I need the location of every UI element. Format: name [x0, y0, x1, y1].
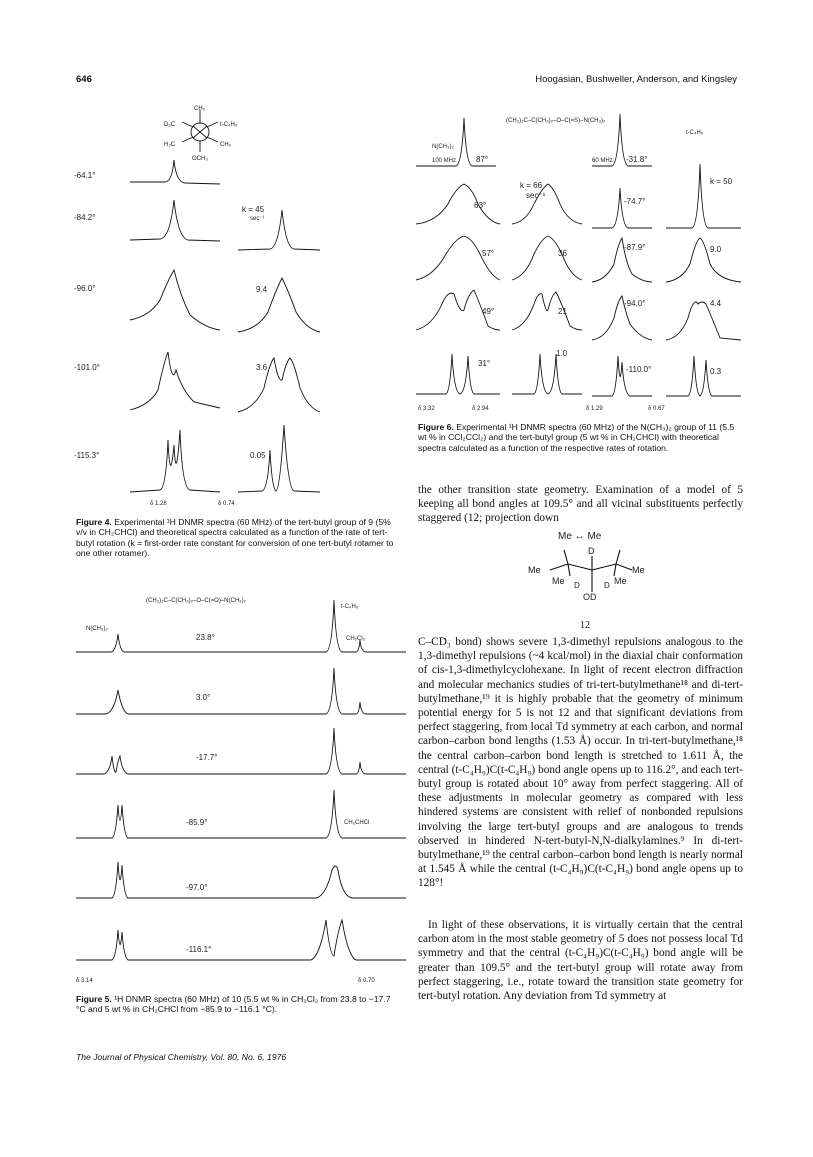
journal-footer: The Journal of Physical Chemistry, Vol. 80, No. 6, 1976	[76, 1052, 287, 1062]
f4-exp-spectrum	[130, 352, 220, 410]
newman-projection	[182, 110, 218, 152]
f4-temp-label: -64.1°	[74, 171, 96, 180]
f4-struct-label: CH₃	[194, 106, 206, 112]
f6-left-rate: 1.0	[556, 349, 568, 358]
f5-axis-mark: δ 3.14	[76, 978, 93, 984]
f6-spectrum	[666, 356, 741, 396]
s12-label: Me	[632, 565, 645, 575]
f6-axis-mark: δ 2.94	[472, 406, 489, 412]
f4-exp-spectrum	[130, 160, 220, 184]
f5-temp-label: 23.8°	[196, 633, 215, 642]
f6-right-rate: 9.0	[710, 245, 722, 254]
f5-temp-label: -97.0°	[186, 883, 208, 892]
f4-temp-label: -115.3°	[74, 451, 100, 460]
f6-left-temp: 31°	[478, 359, 491, 368]
structure-12-number: 12	[580, 620, 590, 631]
figure-4-caption	[76, 517, 401, 559]
figure-6-caption	[418, 422, 743, 453]
figure-5-drawing	[76, 590, 406, 990]
f5-spectrum	[76, 728, 406, 774]
f6-spectrum	[416, 184, 500, 224]
body-paragraph-3	[418, 918, 743, 1003]
s12-label: D	[588, 546, 595, 556]
f5-peak-label: t-C₄H₉	[341, 604, 359, 610]
f6-left-temp: 49°	[482, 307, 495, 316]
structure-12-drawing	[520, 530, 660, 610]
f5-temp-label: -17.7°	[196, 753, 218, 762]
f6-group-label: 100 MHz	[432, 158, 457, 164]
paragraph-text: In light of these observations, it is virtually certain that the central carbon atom in the most stable geometry of 5 does not possess local Td symmetry and that the central (t-C₄H₉)C(t-C₄H₉) bond angle will be greater than 109.5° and the tert-butyl group will rotate away from perfect staggering, i.e., rotate toward the transition state geometry for tert-butyl rotation. Any deviation from Td symmetry at	[418, 919, 743, 1003]
f5-axis-mark: δ 0.70	[358, 978, 375, 984]
s12-label: D	[604, 581, 610, 590]
s12-label: Me	[614, 576, 627, 586]
f4-axis-mark: δ 1.28	[150, 501, 167, 507]
f5-structure: (CH₃)₃C–C(CH₃)₂–O–C(=O)–N(CH₃)₂	[146, 598, 246, 604]
f6-right-rate: 4.4	[710, 299, 722, 308]
f6-right-temp: -74.7°	[624, 197, 646, 206]
f4-exp-spectrum	[130, 270, 220, 330]
f6-left-temp: 63°	[474, 201, 487, 210]
f4-rate-label: 9.4	[256, 285, 268, 294]
f6-left-temp: 87°	[476, 155, 489, 164]
f4-struct-label: D₃C	[164, 122, 176, 128]
s12-label: OD	[583, 592, 597, 602]
s12-label: D	[574, 581, 580, 590]
f6-spectrum	[512, 292, 582, 330]
f6-left-temp: 57°	[482, 249, 495, 258]
f5-peak-label: CH₂CHCl	[344, 820, 370, 826]
f4-struct-label: t-C₄H₉	[220, 122, 238, 128]
f6-left-rate: k = 66	[520, 181, 543, 190]
s12-label: Me	[528, 565, 541, 575]
f4-calc-spectrum	[238, 278, 320, 332]
f6-right-temp: -31.8°	[626, 155, 648, 164]
figure-4-caption-text: Experimental ¹H DNMR spectra (60 MHz) of the tert-butyl group of 9 (5% v/v in CH₂CHCl) and theoretical spectra calculated as a function of the rate of tert-butyl rotation (k = first-order rate constant for conversion of one tert-butyl rotamer to one other rotamer).	[76, 517, 394, 559]
page-number: 646	[76, 74, 92, 85]
figure-4	[74, 100, 320, 510]
f6-spectrum	[512, 184, 582, 224]
figure-6-caption-label: Figure 6.	[418, 422, 454, 432]
f5-spectrum	[76, 920, 406, 960]
figure-6-caption-text: Experimental ¹H DNMR spectra (60 MHz) of the N(CH₃)₂ group of 11 (5.5 wt % in CCl₂CCl₂) and the tert-butyl group (5 wt % in CH₂CHCl) with theoretical spectra calculated as a function of the respective rates of rotation.	[418, 422, 735, 453]
f6-spectrum	[416, 236, 500, 280]
f6-left-rate: 36	[558, 249, 567, 258]
f6-right-temp: -87.9°	[624, 243, 646, 252]
f6-spectrum	[512, 236, 582, 280]
f4-exp-spectrum	[130, 200, 220, 241]
f6-spectrum	[666, 238, 741, 282]
figure-5-caption-text: ¹H DNMR spectra (60 MHz) of 10 (5.5 wt % in CH₂Cl₂ from 23.8 to −17.7 °C and 5 wt % in CH₂CHCl from −85.9 to −116.1 °C).	[76, 994, 391, 1015]
f5-spectrum	[76, 790, 406, 838]
f4-temp-label: -96.0°	[74, 284, 96, 293]
f4-calc-spectrum	[238, 358, 320, 412]
figure-4-drawing	[74, 100, 320, 510]
f4-axis-mark: δ 0.74	[218, 501, 235, 507]
f6-right-temp: -94.0°	[624, 299, 646, 308]
body-paragraph-2	[418, 635, 743, 891]
f5-spectrum	[76, 668, 406, 714]
f6-group-label: N(CH₃)₂	[432, 144, 454, 150]
figure-5-caption-label: Figure 5.	[76, 994, 112, 1004]
f6-right-rate: 0.3	[710, 367, 722, 376]
running-title: Hoogasian, Bushweller, Anderson, and Kingsley	[535, 74, 737, 85]
f5-temp-label: 3.0°	[196, 693, 211, 702]
f6-right-rate: k = 50	[710, 177, 733, 186]
f6-spectrum	[512, 354, 582, 394]
f6-left-rate: 21	[558, 307, 567, 316]
figure-6	[416, 104, 741, 416]
f4-temp-label: -84.2°	[74, 213, 96, 222]
paragraph-text: C–CD₃ bond) shows severe 1,3-dimethyl repulsions analogous to the 1,3-dimethyl repulsions (~4 kcal/mol) in the diaxial chair conformation of cis-1,3-dimethylcyclohexane. In light of recent electron diffraction and molecular mechanics studies of tri-tert-butylmethane¹⁸ and di-tert-butylmethane,¹⁹ it is highly probable that the geometry of minimum potential energy for 5 is not 12 and that significant deviations from perfect staggering, from local Td symmetry at each carbon, and normal carbon–carbon bond lengths (1.53 Å) occur. In tri-tert-butylmethane,¹⁸ the central carbon–carbon bond length is stretched to 1.611 Å, the central (t-C₄H₉)C(t-C₄H₉) bond angle opens up to 116.2°, and each tert-butyl group is rotated about 10° away from perfect staggering. All of these adjustments in molecular geometry as compared with less hindered systems are consistent with relief of nonbonded repulsions involving the large tert-butyl groups and are analogous to trends observed in hindered N-tert-butyl-N,N-dialkylamines.⁹ In di-tert-butylmethane,¹⁹ the central carbon–carbon bond length is nearly normal at 1.545 Å while the central (t-C₄H₉)C(t-C₄H₉) bond angle opens up to 128°!	[418, 636, 743, 890]
f5-temp-label: -85.9°	[186, 818, 208, 827]
f5-temp-label: -116.1°	[186, 945, 212, 954]
f6-axis-mark: δ 1.29	[586, 406, 603, 412]
f4-struct-label: OCH₃	[192, 156, 208, 162]
figure-4-caption-label: Figure 4.	[76, 517, 112, 527]
figure-6-drawing	[416, 104, 741, 416]
f4-exp-spectrum	[130, 430, 220, 492]
f5-spectrum	[76, 862, 406, 898]
f4-struct-label: H₃C	[164, 142, 176, 148]
f5-peak-label: N(CH₃)₂	[86, 626, 108, 632]
f6-axis-mark: δ 0.67	[648, 406, 665, 412]
f6-structure: (CH₃)₃C–C(CH₃)₂–O–C(=S)–N(CH₃)₂	[506, 118, 606, 124]
figure-5-caption	[76, 994, 401, 1015]
figure-5	[76, 590, 406, 990]
f4-struct-label: CH₃	[220, 142, 232, 148]
s12-label: Me	[552, 576, 565, 586]
f6-left-rate-unit: sec⁻¹	[526, 191, 546, 200]
f4-rate-label: k = 45	[242, 205, 265, 214]
f6-group-label: 60 MHz	[592, 158, 613, 164]
f6-spectrum	[666, 164, 741, 228]
body-paragraph-1	[418, 483, 743, 526]
paragraph-text: the other transition state geometry. Examination of a model of 5 keeping all bond angles at 109.5° and all vicinal substituents perfectly staggered (12; projection down	[418, 484, 743, 525]
f4-rate-unit: sec⁻¹	[250, 216, 265, 222]
f4-rate-label: 3.6	[256, 363, 268, 372]
f4-temp-label: -101.0°	[74, 363, 100, 372]
f6-spectrum	[592, 188, 652, 228]
f6-axis-mark: δ 3.32	[418, 406, 435, 412]
f6-right-temp: -110.0°	[626, 365, 652, 374]
f5-peak-label: CH₂Cl₂	[346, 636, 365, 642]
s12-label: Me ↔ Me	[558, 531, 602, 542]
f6-spectrum	[666, 302, 741, 340]
f6-group-label: t-C₄H₉	[686, 130, 704, 136]
f4-rate-label: 0.05	[250, 451, 266, 460]
f6-spectrum	[592, 356, 652, 396]
structure-12	[520, 530, 660, 610]
